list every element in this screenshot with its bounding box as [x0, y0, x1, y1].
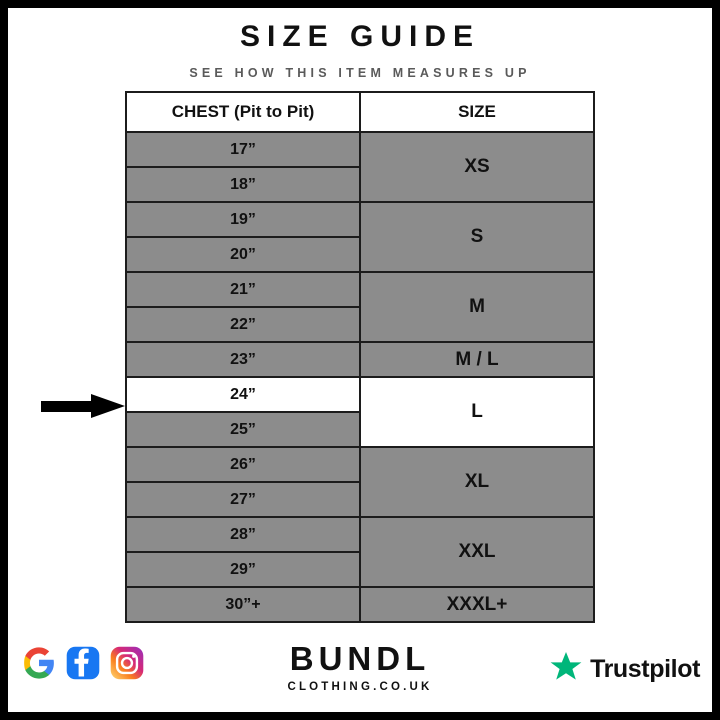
trustpilot-label: Trustpilot [590, 655, 700, 683]
table-row [126, 587, 594, 622]
page-title: SIZE GUIDE [239, 20, 481, 53]
chest-cell: 27” [126, 482, 360, 517]
size-cell: M / L [360, 342, 594, 377]
table-row [126, 342, 594, 377]
chest-cell: 21” [126, 272, 360, 307]
chest-cell: 28” [126, 517, 360, 552]
chest-cell: 26” [126, 447, 360, 482]
trustpilot-logo[interactable] [549, 650, 700, 689]
size-guide-card [8, 8, 712, 712]
size-cell: XL [360, 447, 594, 517]
size-cell-selected: L [360, 377, 594, 447]
chest-cell: 23” [126, 342, 360, 377]
table-row-selected [126, 377, 594, 412]
table-row [126, 447, 594, 482]
chest-cell: 22” [126, 307, 360, 342]
size-table [125, 91, 595, 623]
chest-cell: 30”+ [126, 587, 360, 622]
chest-cell: 29” [126, 552, 360, 587]
size-table-wrapper [125, 91, 595, 623]
chest-cell: 20” [126, 237, 360, 272]
column-header-size: SIZE [360, 92, 594, 132]
arrow-right-icon [41, 393, 125, 419]
page-subtitle: SEE HOW THIS ITEM MEASURES UP [189, 66, 531, 80]
table-header-row [126, 92, 594, 132]
size-cell: XS [360, 132, 594, 202]
column-header-chest: CHEST (Pit to Pit) [126, 92, 360, 132]
chest-cell: 19” [126, 202, 360, 237]
size-cell: XXL [360, 517, 594, 587]
chest-cell: 17” [126, 132, 360, 167]
chest-cell-selected: 24” [126, 377, 360, 412]
footer [8, 632, 712, 698]
brand-name: BUNDL [289, 640, 431, 677]
trustpilot-star-icon [549, 650, 583, 689]
table-row [126, 132, 594, 167]
chest-cell: 18” [126, 167, 360, 202]
table-row [126, 272, 594, 307]
size-cell: S [360, 202, 594, 272]
brand-website: CLOTHING.CO.UK [287, 681, 433, 693]
size-cell: XXXL+ [360, 587, 594, 622]
table-row [126, 202, 594, 237]
size-cell: M [360, 272, 594, 342]
chest-cell: 25” [126, 412, 360, 447]
table-row [126, 517, 594, 552]
